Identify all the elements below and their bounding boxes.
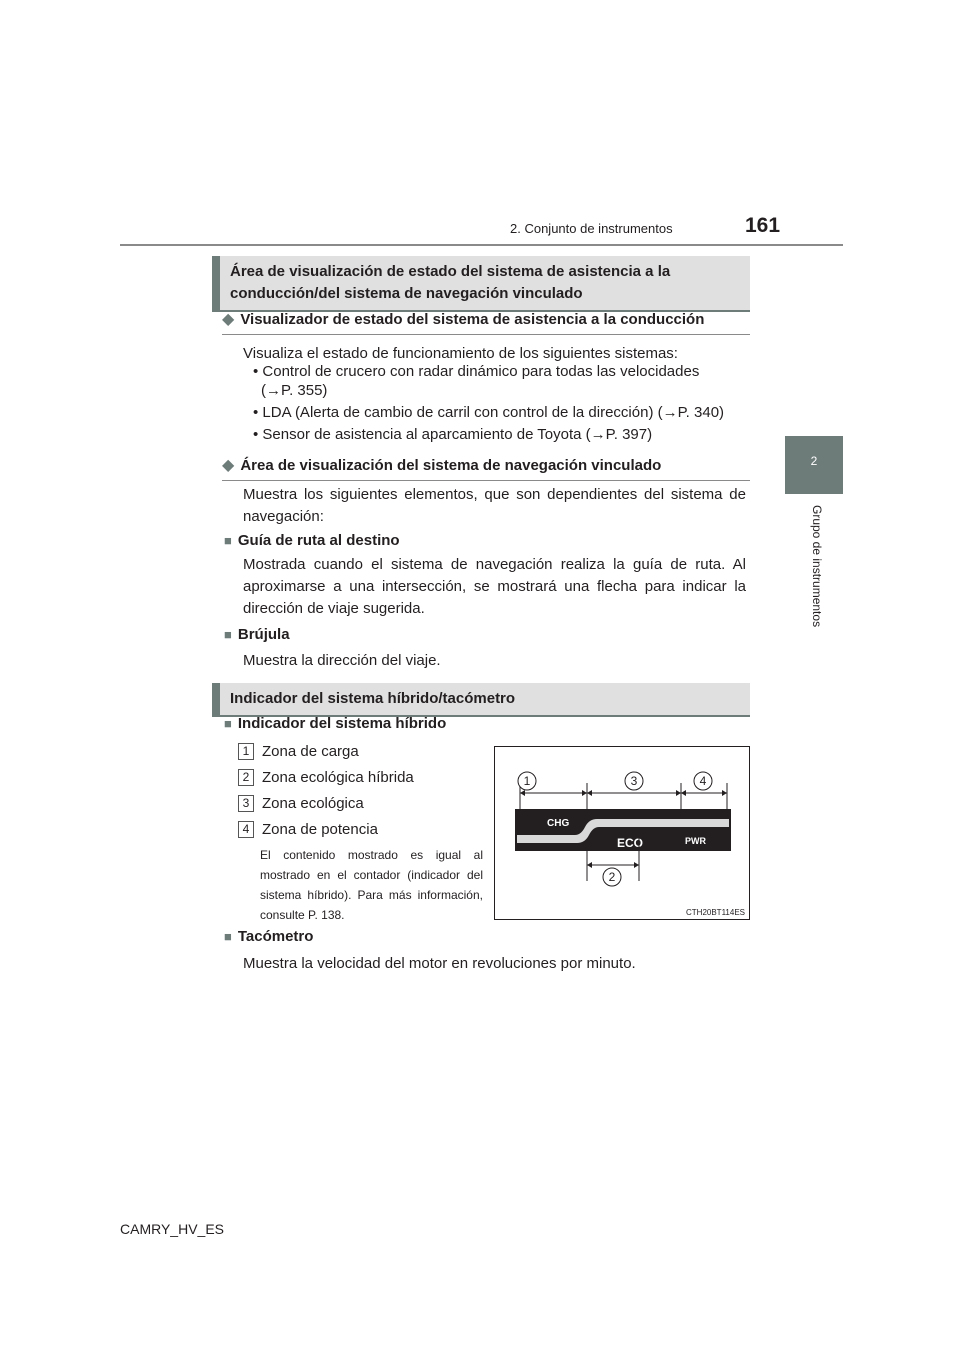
- hybrid-indicator-figure: [494, 746, 750, 920]
- bullet-cruise-control-ref: (→P. 355): [261, 382, 328, 399]
- tachometer-text: Muestra la velocidad del motor en revoluciones por minuto.: [243, 955, 636, 972]
- section-heading-hybrid-tach: [212, 683, 750, 717]
- callout-number: 4: [238, 821, 254, 838]
- zone-item: [238, 819, 378, 841]
- bullet-parking-sensor: • Sensor de asistencia al aparcamiento de Toyota (→P. 397): [253, 426, 653, 443]
- zone-item: [238, 741, 359, 763]
- bullet-cruise-control: • Control de crucero con radar dinámico para todas las velocidades: [253, 363, 700, 380]
- heading-text: Brújula: [237, 626, 290, 643]
- section-heading-text: Área de visualización de estado del sistema de asistencia a la conducción/del sistema de navegación vinculado: [230, 263, 671, 302]
- callout-4: 4: [699, 774, 707, 788]
- zone-label: Zona de potencia: [262, 821, 378, 838]
- figure-code: CTH20BT114ES: [686, 908, 745, 917]
- navigation-intro: Muestra los siguientes elementos, que son dependientes del sistema de navegación:: [243, 486, 746, 525]
- square-bullet-icon: ■: [224, 627, 232, 642]
- heading-route-guidance: [224, 532, 400, 549]
- callout-3: 3: [630, 774, 638, 788]
- subheading-navigation-area: [222, 455, 750, 481]
- callout-number: 3: [238, 795, 254, 812]
- chapter-tab-label: Grupo de instrumentos: [810, 505, 824, 628]
- square-bullet-icon: ■: [224, 716, 232, 731]
- heading-hybrid-indicator: [224, 715, 446, 732]
- section-heading-text: Indicador del sistema híbrido/tacómetro: [230, 690, 516, 707]
- route-guidance-text: Mostrada cuando el sistema de navegación realiza la guía de ruta. Al aproximarse a una intersección, se mostrará una flecha para indicar la dirección de viaje sugerida.: [243, 556, 746, 617]
- zone-label: Zona ecológica: [262, 795, 364, 812]
- diamond-bullet-icon: ◆: [222, 457, 235, 474]
- hybrid-note: El contenido mostrado es igual al mostrado en el contador (indicador del sistema híbrido). Para más información, consulte P. 138.: [260, 848, 483, 922]
- hybrid-indicator-diagram: [495, 747, 749, 919]
- heading-text: Indicador del sistema híbrido: [237, 715, 447, 732]
- heading-compass: [224, 626, 290, 643]
- pwr-label: PWR: [685, 836, 706, 846]
- chapter-tab[interactable]: 2: [785, 436, 843, 494]
- zone-label: Zona de carga: [262, 743, 359, 760]
- callout-2: 2: [608, 870, 616, 884]
- callout-number: 2: [238, 769, 254, 786]
- heading-text: Guía de ruta al destino: [237, 532, 400, 549]
- intro-text: Visualiza el estado de funcionamiento de los siguientes sistemas:: [243, 345, 678, 362]
- zone-item: [238, 767, 414, 789]
- page-number: 161: [745, 214, 781, 237]
- callout-1: 1: [523, 774, 531, 788]
- heading-tachometer: [224, 928, 313, 945]
- square-bullet-icon: ■: [224, 929, 232, 944]
- heading-text: Tacómetro: [237, 928, 314, 945]
- header-divider: [120, 244, 843, 246]
- callout-number: 1: [238, 743, 254, 760]
- zone-label: Zona ecológica híbrida: [262, 769, 414, 786]
- subheading-text: Área de visualización del sistema de navegación vinculado: [240, 457, 662, 474]
- eco-label: ECO: [617, 836, 644, 850]
- zone-item: [238, 793, 364, 815]
- subheading-text: Visualizador de estado del sistema de asistencia a la conducción: [240, 311, 705, 328]
- header-section-title: 2. Conjunto de instrumentos: [510, 221, 673, 236]
- section-heading-driving-assist: [212, 256, 750, 312]
- square-bullet-icon: ■: [224, 533, 232, 548]
- compass-text: Muestra la dirección del viaje.: [243, 652, 441, 669]
- subheading-driving-assist-status: [222, 309, 750, 335]
- bullet-lda: • LDA (Alerta de cambio de carril con control de la dirección) (→P. 340): [253, 404, 725, 421]
- document-code: CAMRY_HV_ES: [120, 1221, 225, 1237]
- diamond-bullet-icon: ◆: [222, 311, 235, 328]
- chg-label: CHG: [547, 818, 570, 829]
